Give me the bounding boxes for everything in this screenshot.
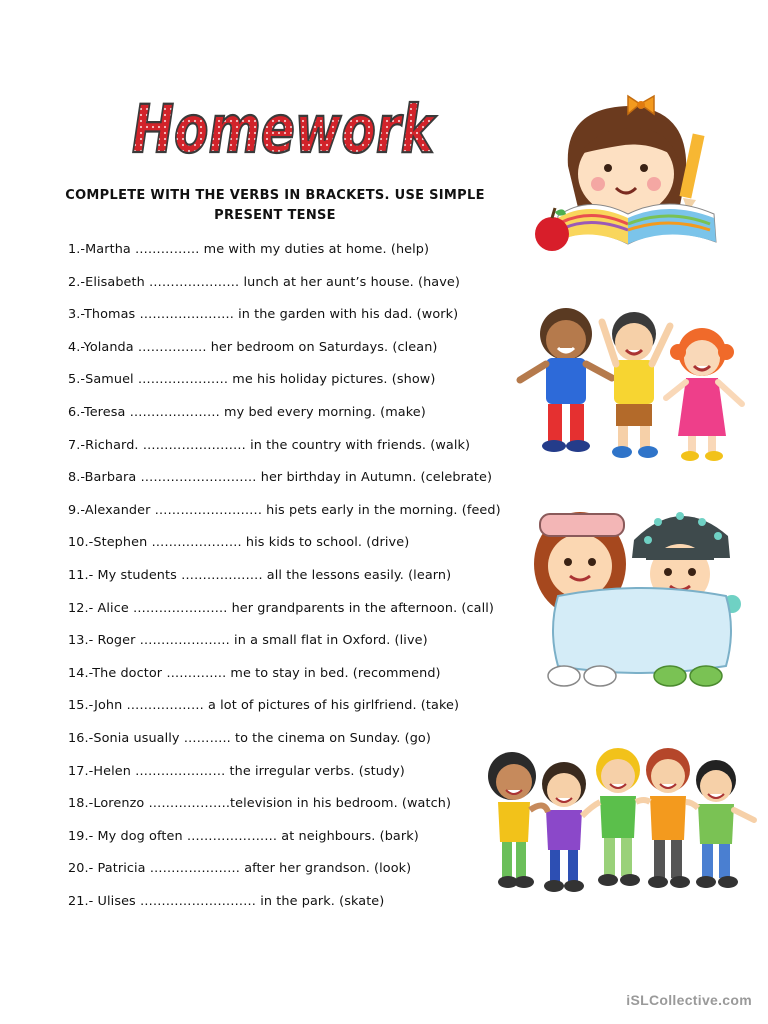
exercise-item: 11.- My students ………………. all the lessons easily. (learn) — [68, 567, 452, 583]
exercise-item: 21.- Ulises ……………………… in the park. (skate) — [68, 893, 385, 909]
three-kids-illustration — [516, 300, 748, 468]
exercise-item: 12.- Alice …………………. her grandparents in the afternoon. (call) — [68, 600, 494, 616]
exercise-item: 17.-Helen ………………… the irregular verbs. (study) — [68, 763, 405, 779]
exercise-item: 2.-Elisabeth ………………… lunch at her aunt’s house. (have) — [68, 274, 460, 290]
exercise-item: 4.-Yolanda ……………. her bedroom on Saturdays. (clean) — [68, 339, 438, 355]
homework-title — [126, 88, 442, 166]
exercise-item: 3.-Thomas …………………. in the garden with his dad. (work) — [68, 307, 459, 323]
exercise-item: 13.- Roger ………………… in a small flat in Oxford. (live) — [68, 633, 428, 649]
group-of-kids-illustration — [484, 740, 756, 896]
exercise-item: 6.-Teresa ………………… my bed every morning. (make) — [68, 404, 426, 420]
watermark: iSLCollective.com — [626, 992, 752, 1008]
kids-with-pillow-illustration — [530, 500, 750, 696]
exercise-item: 8.-Barbara ……………………… her birthday in Autumn. (celebrate) — [68, 470, 493, 486]
exercise-item: 1.-Martha …………… me with my duties at home. (help) — [68, 242, 430, 257]
instructions-line-1: COMPLETE WITH THE VERBS IN BRACKETS. USE SIMPLE — [65, 188, 485, 203]
exercise-item: 16.-Sonia usually ……….. to the cinema on Sunday. (go) — [68, 730, 431, 746]
exercise-item: 10.-Stephen ………………… his kids to school. (drive) — [68, 535, 410, 551]
exercise-item: 19.- My dog often ………………… at neighbours. (bark) — [68, 828, 419, 844]
instructions — [60, 186, 490, 226]
girl-reading-illustration — [528, 96, 746, 256]
exercise-list — [68, 240, 508, 924]
instructions-line-2: PRESENT TENSE — [214, 208, 336, 223]
exercise-item: 15.-John ……………… a lot of pictures of his girlfriend. (take) — [68, 698, 460, 714]
exercise-item: 7.-Richard. …………………… in the country with friends. (walk) — [68, 437, 471, 453]
title-text: Homework — [132, 91, 438, 168]
exercise-item: 14.-The doctor ………….. me to stay in bed. (recommend) — [68, 665, 441, 681]
exercise-item: 9.-Alexander ……………………. his pets early in the morning. (feed) — [68, 502, 501, 518]
exercise-item: 20.- Patricia ………………… after her grandson. (look) — [68, 861, 412, 877]
exercise-item: 18.-Lorenzo ……………….television in his bedroom. (watch) — [68, 796, 452, 812]
exercise-item: 5.-Samuel ………………… me his holiday pictures. (show) — [68, 372, 436, 388]
